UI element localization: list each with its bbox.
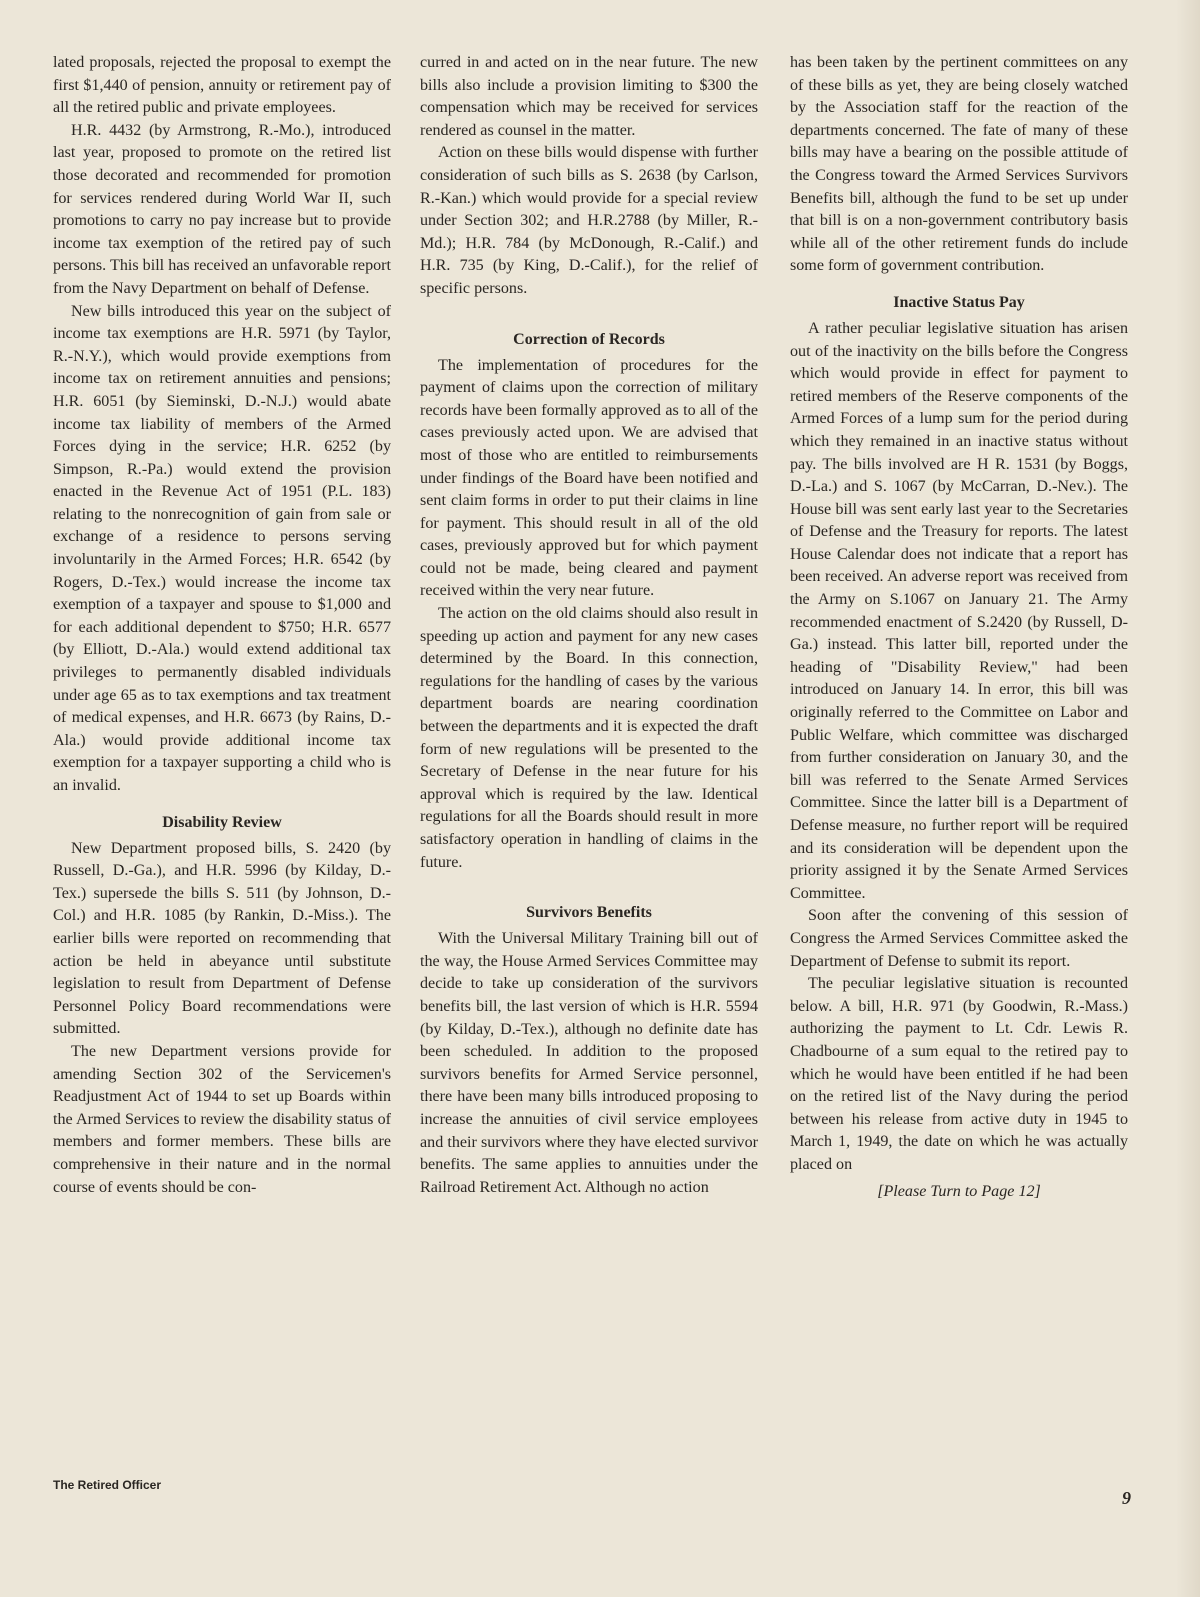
- continuation-note: [Please Turn to Page 12]: [877, 1182, 1041, 1200]
- page-number: 9: [1122, 1488, 1131, 1508]
- section-heading: Disability Review: [162, 813, 282, 831]
- paragraph: A rather peculiar legislative situation has arisen out of the inactivity on the bills before the Congress which would provide in effect for payment to retired members of the Reserve components of the Armed Forces of a lump sum for the period during which they remained in an inactive status without pay. The bills involved are H R. 1531 (by Boggs, D.-La.) and S. 1067 (by McCarran, D.-Nev.). The House bill was sent early last year to the Secretaries of Defense and the Treasury for reports. The latest House Calendar does not indicate that a report has been received. An adverse report was received from the Army on S.1067 on January 21. The Army recommended enactment of S.2420 (by Russell, D-Ga.) instead. This latter bill, reported under the heading of "Disability Review," had been introduced on January 14. In error, this bill was originally referred to the Committee on Labor and Public Welfare, which committee was discharged from further consideration on January 30, and the bill was referred to the Senate Armed Services Committee. Since the latter bill is a Department of Defense measure, no further report will be required and its consideration will be dependent upon the priority assigned it by the Senate Armed Services Committee.: [790, 319, 1128, 902]
- section-heading: Inactive Status Pay: [893, 293, 1025, 311]
- paragraph: has been taken by the pertinent committees on any of these bills as yet, they are being closely watched by the Association staff for the reaction of the departments concerned. The fate of many of these bills may have a bearing on the possible attitude of the Congress toward the Armed Services Survivors Benefits bill, although the fund to be set up under that bill is on a non-government contributory basis while all of the other retirement funds do include some form of government contribution.: [790, 54, 1128, 275]
- paragraph: With the Universal Military Training bill out of the way, the House Armed Services Committee may decide to take up consideration of the survivors benefits bill, the last version of which is H.R. 5594 (by Kilday, D.-Tex.), although no definite date has been scheduled. In addition to the proposed survivors benefits for Armed Service personnel, there have been many bills introduced proposing to increase the annuities of civil service employees and their survivors where they have elected survivor benefits. The same applies to annuities under the Railroad Retirement Act. Although no action: [420, 930, 758, 1196]
- paragraph: curred in and acted on in the near future. The new bills also include a provision limiting to $300 the compensation which may be received for services rendered as counsel in the matter.: [420, 54, 758, 139]
- paragraph: New Department proposed bills, S. 2420 (by Russell, D.-Ga.), and H.R. 5996 (by Kilday, D.-Tex.) supersede the bills S. 511 (by Johnson, D.-Col.) and H.R. 1085 (by Rankin, D.-Miss.). The earlier bills were reported on recommending that action be held in abeyance until substitute legislation to result from Department of Defense Personnel Policy Board recommendations were submitted.: [53, 839, 391, 1038]
- column-1: [53, 52, 391, 1199]
- page-edge-shadow: [1176, 0, 1200, 1597]
- paragraph: The peculiar legislative situation is recounted below. A bill, H.R. 971 (by Goodwin, R.-Mass.) authorizing the payment to Lt. Cdr. Lewis R. Chadbourne of a sum equal to the retired pay to which he would have been entitled if he had been on the retired list of the Navy during the period between his release from active duty in 1945 to March 1, 1949, the date on which he was actually placed on: [790, 975, 1128, 1173]
- paragraph: lated proposals, rejected the proposal to exempt the first $1,440 of pension, annuity or retirement pay of all the retired public and private employees.: [53, 54, 391, 117]
- paragraph: The implementation of procedures for the payment of claims upon the correction of military records have been formally approved as to all of the cases previously acted upon. We are advised that most of those who are entitled to reimbursements under findings of the Board have been notified and sent claim forms in order to put their claims in line for payment. This should result in all of the old cases, previously approved but for which payment could not be made, being cleared and payment received within the very near future.: [420, 356, 758, 600]
- paragraph: Soon after the convening of this session of Congress the Armed Services Committee asked the Department of Defense to submit its report.: [790, 907, 1128, 970]
- publication-name: The Retired Officer: [53, 1478, 162, 1492]
- paragraph: New bills introduced this year on the subject of income tax exemptions are H.R. 5971 (by Taylor, R.-N.Y.), which would provide exemptions from income tax on retirement annuities and pensions; H.R. 6051 (by Sieminski, D.-N.J.) would abate income tax liability of members of the Armed Forces dying in the service; H.R. 6252 (by Simpson, R.-Pa.) would extend the provision enacted in the Revenue Act of 1951 (P.L. 183) relating to the nonrecognition of gain from sale or exchange of a residence to persons serving involuntarily in the Armed Forces; H.R. 6542 (by Rogers, D.-Tex.) would increase the income tax exemption of a taxpayer and spouse to $1,000 and for each additional dependent to $750; H.R. 6577 (by Elliott, D.-Ala.) would extend additional tax privileges to permanently disabled individuals under age 65 as to tax exemptions and tax treatment of medical expenses, and H.R. 6673 (by Rains, D.-Ala.) would provide additional income tax exemption for a taxpayer supporting a child who is an invalid.: [53, 302, 391, 794]
- column-2: [420, 52, 758, 1199]
- paragraph: Action on these bills would dispense with further consideration of such bills as S. 2638 (by Carlson, R.-Kan.) which would provide for a special review under Section 302; and H.R.2788 (by Miller, R.-Md.); H.R. 784 (by McDonough, R.-Calif.) and H.R. 735 (by King, D.-Calif.), for the relief of specific persons.: [420, 144, 758, 297]
- column-3: [790, 52, 1128, 1203]
- section-heading: Correction of Records: [513, 330, 665, 348]
- section-heading: Survivors Benefits: [526, 904, 652, 922]
- paragraph: The action on the old claims should also result in speeding up action and payment for any new cases determined by the Board. In this connection, regulations for the handling of cases by the various department boards are nearing coordination between the departments and it is expected the draft form of new regulations will be presented to the Secretary of Defense in the near future for his approval which is required by the law. Identical regulations for all the Boards should result in more satisfactory operation in handling of claims in the future.: [420, 605, 758, 871]
- paragraph: The new Department versions provide for amending Section 302 of the Servicemen's Readjustment Act of 1944 to set up Boards within the Armed Services to review the disability status of members and former members. These bills are comprehensive in their nature and in the normal course of events should be con-: [53, 1042, 391, 1196]
- paragraph: H.R. 4432 (by Armstrong, R.-Mo.), introduced last year, proposed to promote on the retired list those decorated and recommended for promotion for services rendered during World War II, such promotions to carry no pay increase but to provide income tax exemption of the retired pay of such persons. This bill has received an unfavorable report from the Navy Department on behalf of Defense.: [53, 121, 391, 297]
